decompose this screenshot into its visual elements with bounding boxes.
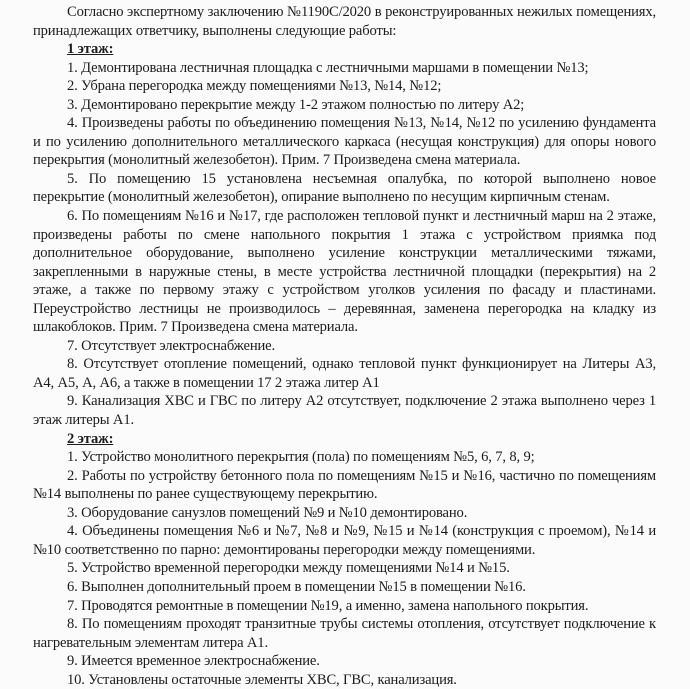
floor2-item: 9. Имеется временное электроснабжение. — [67, 653, 320, 670]
floor1-item: 4. Произведены работы по объединению помещения №13, №14, №12 по усилению фундамента и по усилению дополнительного металлического каркаса (несущая конструкция) для опоры нового перекрытия (монолитный железобетон). Прим. 7 Произведена смена материала. — [33, 115, 656, 169]
floor2-item: 5. Устройство временной перегородки между помещениями №14 и №15. — [67, 560, 510, 577]
floor2-item: 2. Работы по устройству бетонного пола по помещениям №15 и №16, частично по помещениям №14 выполнены по ранее существующему перекрытию. — [33, 467, 656, 503]
floor2-item: 1. Устройство монолитного перекрытия (пола) по помещениям №5, 6, 7, 8, 9; — [67, 449, 535, 466]
floor1-heading: 1 этаж: — [67, 41, 114, 58]
floor1-item: 3. Демонтировано перекрытие между 1-2 этажом полностью по литеру А2; — [67, 96, 525, 113]
floor1-item: 5. По помещению 15 установлена несъемная опалубка, по которой выполнено новое перекрытие (монолитный железобетон), опирание выполнено по несущим кирпичным стенам. — [33, 170, 656, 206]
floor1-item: 9. Канализация ХВС и ГВС по литеру А2 отсутствует, подключение 2 этажа выполнено через 1 этаж литеры А1. — [33, 393, 656, 429]
floor2-heading: 2 этаж: — [67, 430, 114, 447]
floor1-item: 6. По помещениям №16 и №17, где расположен тепловой пункт и лестничный марш на 2 этаже, произведены работы по смене напольного покрытия 1 этажа с устройством приямка под дополнительное оборудование, выполнено усиление конструкции металлическими тяжами, закрепленными в наружные стены, в месте устройства лестничной площадки (перекрытия) на 2 этаже, а также по первому этажу с устройством уголков усиления по фасаду и пластинами. Переустройство лестницы не производилось – деревянная, заменена перегородка на кладку из шлакоблоков. Прим. 7 Произведена смена материала. — [33, 208, 656, 336]
floor2-item: 3. Оборудование санузлов помещений №9 и №10 демонтировано. — [67, 504, 468, 521]
intro-paragraph: Согласно экспертному заключению №1190С/2020 в реконструированных нежилых помещениях, принадлежащих ответчику, выполнены следующие работы: — [33, 4, 656, 39]
floor2-item: 10. Установлены остаточные элементы ХВС, ГВС, канализация. — [67, 671, 457, 688]
floor1-item: 2. Убрана перегородка между помещениями №13, №14, №12; — [67, 78, 442, 95]
floor2-item: 8. По помещениям проходят транзитные трубы системы отопления, отсутствует подключение к нагревательным элементам литера А1. — [33, 616, 656, 651]
floor1-item: 8. Отсутствует отопление помещений, однако тепловой пункт функционирует на Литеры А3, А4, А5, А, А6, а также в помещении 17 2 этажа литер А1 — [33, 356, 656, 391]
floor2-item: 4. Объединены помещения №6 и №7, №8 и №9, №15 и №14 (конструкция с проемом), №14 и №10 соответственно по парно: демонтированы перегородки между помещениями. — [33, 523, 656, 558]
floor2-item: 6. Выполнен дополнительный проем в помещении №15 в помещении №16. — [67, 578, 526, 595]
floor2-item: 7. Проводятся ремонтные в помещении №19, а именно, замена напольного покрытия. — [67, 597, 589, 614]
floor1-item: 7. Отсутствует электроснабжение. — [67, 337, 275, 354]
floor1-item: 1. Демонтирована лестничная площадка с лестничными маршами в помещении №13; — [67, 59, 589, 76]
